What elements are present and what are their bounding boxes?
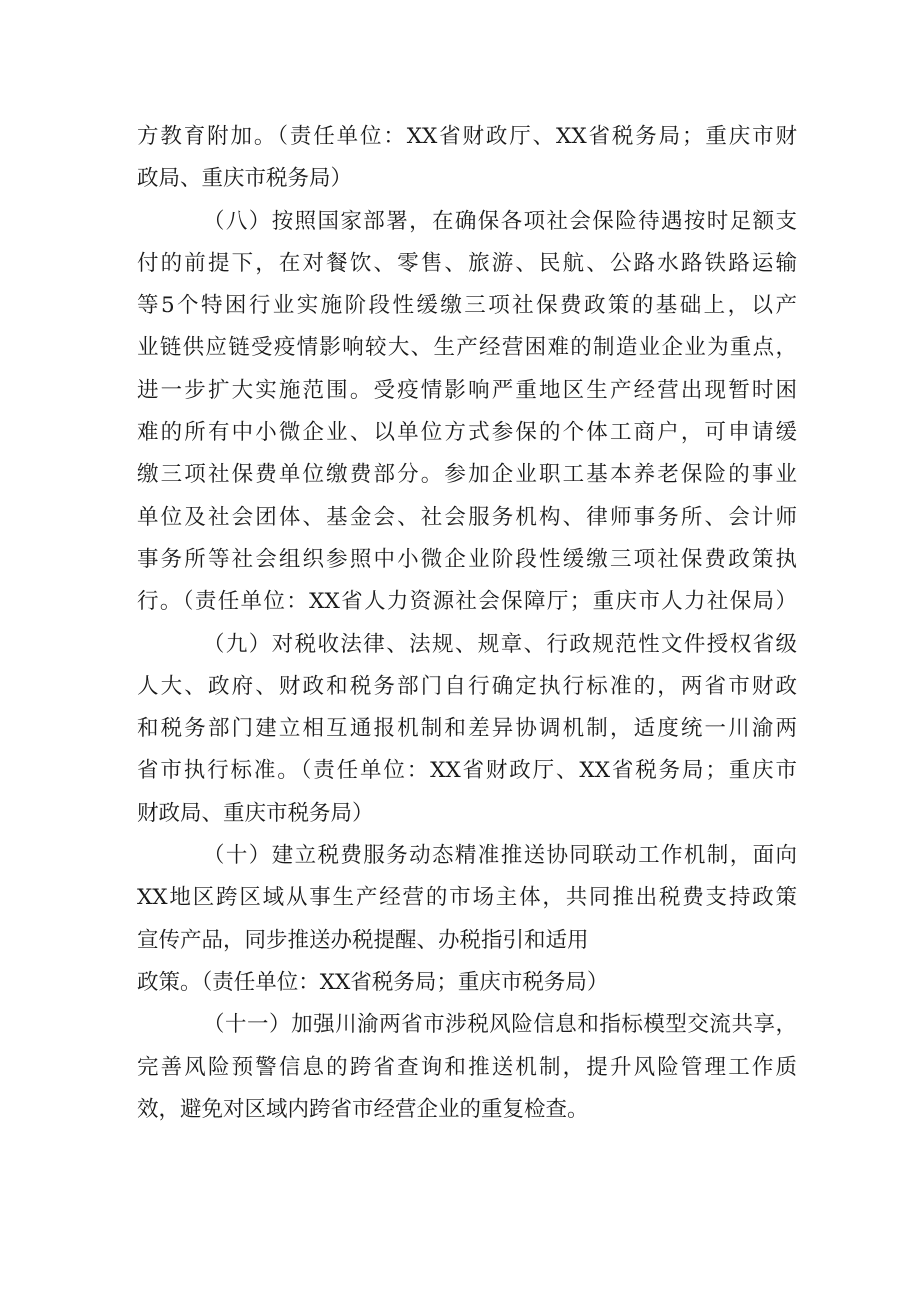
text-line: 行。（责任单位：XX省人力资源社会保障厅；重庆市人力社保局） <box>137 589 797 615</box>
text-line: 难的所有中小微企业、以单位方式参保的个体工商户，可申请缓 <box>137 420 797 446</box>
text-line: 事务所等社会组织参照中小微企业阶段性缓缴三项社保费政策执 <box>137 546 797 572</box>
text-line: （九）对税收法律、法规、规章、行政规范性文件授权省级 <box>203 631 797 657</box>
text-line: 完善风险预警信息的跨省查询和推送机制，提升风险管理工作质 <box>137 1054 797 1080</box>
text-line: （十）建立税费服务动态精准推送协同联动工作机制，面向 <box>203 843 797 869</box>
document-body <box>137 116 797 1131</box>
text-line: 付的前提下，在对餐饮、零售、旅游、民航、公路水路铁路运输 <box>137 250 797 276</box>
text-line: 业链供应链受疫情影响较大、生产经营困难的制造业企业为重点， <box>137 335 797 361</box>
text-line: 人大、政府、财政和税务部门自行确定执行标准的，两省市财政 <box>137 673 797 699</box>
text-line: 宣传产品，同步推送办税提醒、办税指引和适用 <box>137 927 589 953</box>
text-line: （八）按照国家部署，在确保各项社会保险待遇按时足额支 <box>203 208 797 234</box>
text-line: 缴三项社保费单位缴费部分。参加企业职工基本养老保险的事业 <box>137 462 797 488</box>
text-line: 等5个特困行业实施阶段性缓缴三项社保费政策的基础上，以产 <box>137 293 797 319</box>
text-line: 政策。（责任单位：XX省税务局；重庆市税务局） <box>137 969 609 995</box>
text-line: 效，避免对区域内跨省市经营企业的重复检查。 <box>137 1096 589 1122</box>
text-line: 财政局、重庆市税务局） <box>137 800 374 826</box>
text-line: XX地区跨区域从事生产经营的市场主体，共同推出税费支持政策 <box>137 885 797 911</box>
text-line: （十一）加强川渝两省市涉税风险信息和指标模型交流共享， <box>203 1012 797 1038</box>
text-line: 政局、重庆市税务局） <box>137 166 353 192</box>
text-line: 方教育附加。（责任单位：XX省财政厅、XX省税务局；重庆市财 <box>137 124 797 149</box>
text-line: 和税务部门建立相互通报机制和差异协调机制，适度统一川渝两 <box>137 716 797 742</box>
text-line: 省市执行标准。（责任单位：XX省财政厅、XX省税务局；重庆市 <box>137 758 797 784</box>
text-line: 进一步扩大实施范围。受疫情影响严重地区生产经营出现暂时困 <box>137 377 797 403</box>
text-line: 单位及社会团体、基金会、社会服务机构、律师事务所、会计师 <box>137 504 797 530</box>
